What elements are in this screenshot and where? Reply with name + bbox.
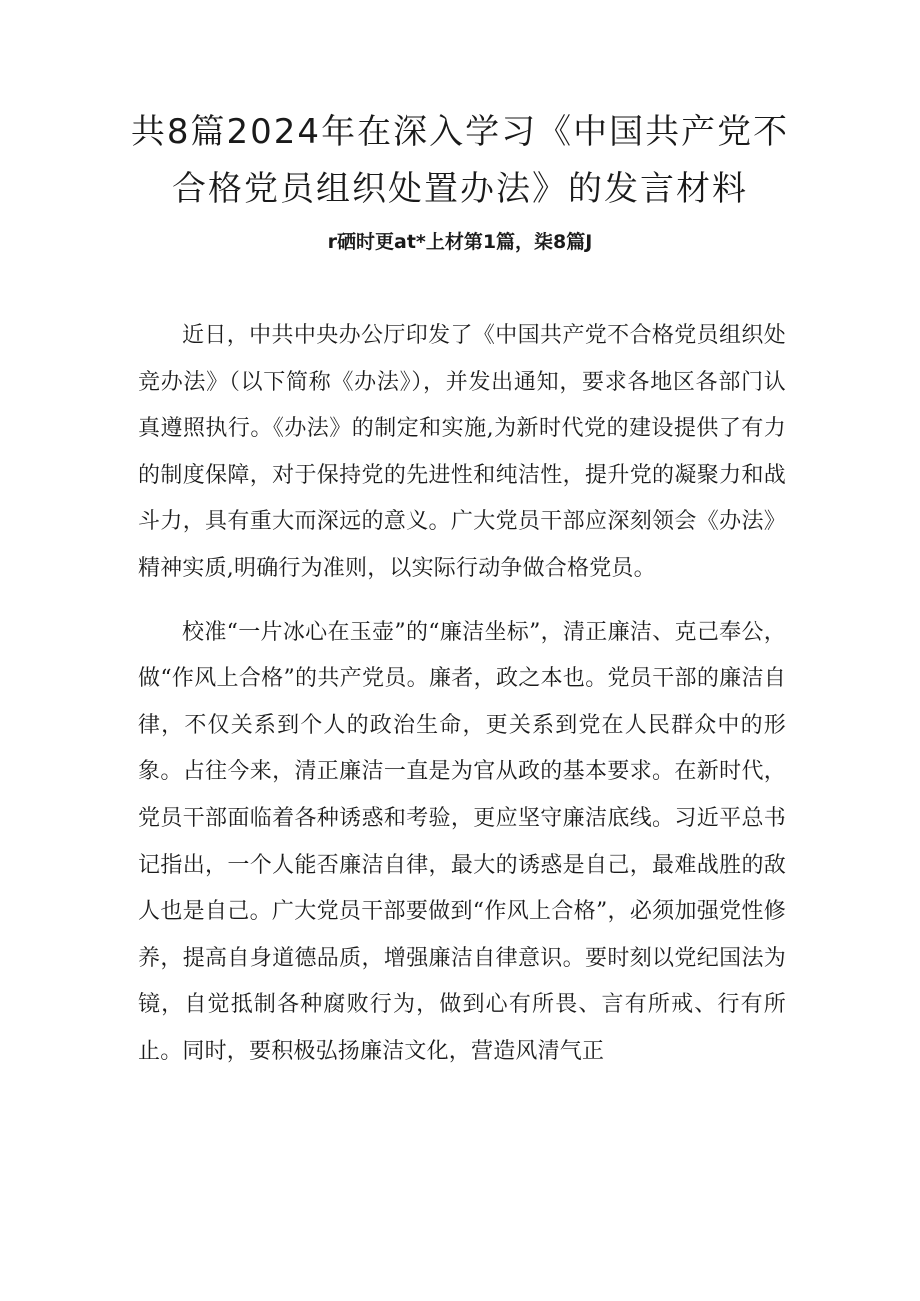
document-title (120, 104, 800, 218)
body-paragraph-1: 近日，中共中央办公厅印发了《中国共产党不合格党员组织处竞办法》（以下简称《办法》），并发出通知，要求各地区各部门认真遵照执行。《办法》的制定和实施,为新时代党的建设提供了有力的制度保障，对于保持党的先进性和纯洁性，提升党的凝聚力和战斗力，具有重大而深远的意义。广大党员干部应深刻领会《办法》精神实质,明确行为准则，以实际行动争做合格党员。 (138, 323, 786, 581)
body-paragraph-2: 校准“一片冰心在玉壶”的“廉洁坐标”，清正廉洁、克己奉公，做“作风上合格”的共产党员。廉者，政之本也。党员干部的廉洁自律，不仅关系到个人的政治生命，更关系到党在人民群众中的形象。占往今来，清正廉洁一直是为官从政的基本要求。在新时代，党员干部面临着各种诱惑和考验，更应坚守廉洁底线。习近平总书记指出，一个人能否廉洁自律，最大的诱惑是自己，最难战胜的敌人也是自己。广大党员干部要做到“作风上合格”，必须加强党性修养，提高自身道德品质，增强廉洁自律意识。要时刻以党纪国法为镜，自觉抵制各种腐败行为，做到心有所畏、言有所戒、行有所止。同时，要积极弘扬廉洁文化，营造风清气正 (138, 619, 786, 1064)
title-line-2: 合格党员组织处置办法》的发言材料 (172, 169, 748, 209)
title-line-1: 共8篇2024年在深入学习《中国共产党不 (130, 112, 790, 152)
document-subtitle: r硒时更at*上材第1篇，柒8篇J (327, 231, 593, 253)
document-body (138, 313, 786, 1076)
